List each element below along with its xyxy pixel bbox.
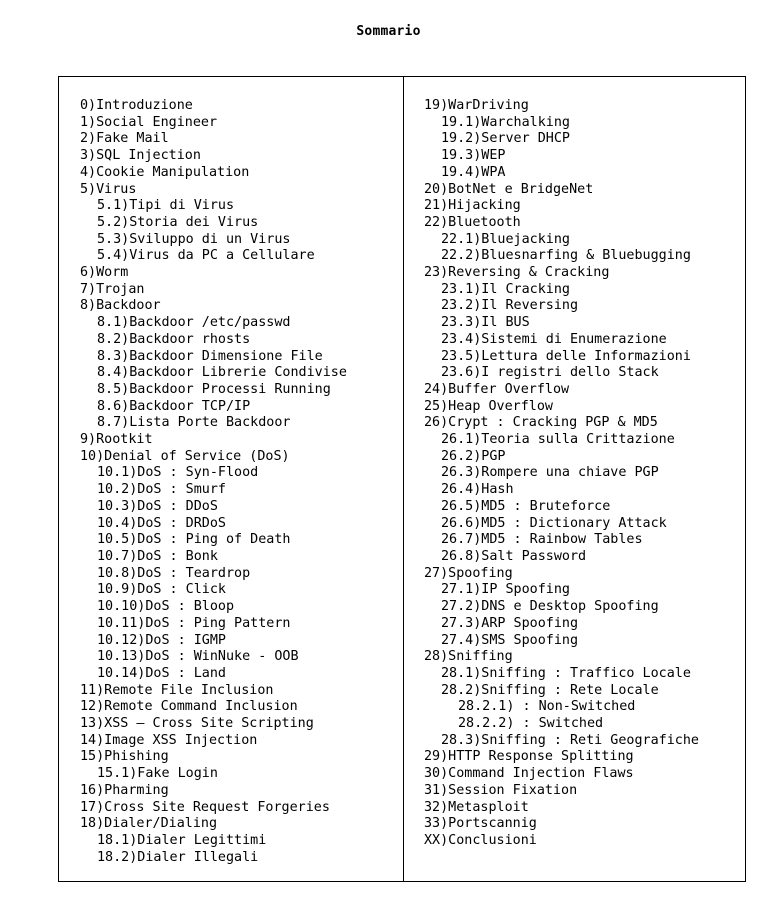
toc-entry: 23)Reversing & Cracking	[424, 265, 610, 281]
toc-entry: 10.7)DoS : Bonk	[97, 548, 218, 564]
toc-entry: 31)Session Fixation	[424, 782, 578, 798]
toc-entry: 10.9)DoS : Click	[97, 582, 226, 598]
toc-entry: 19)WarDriving	[424, 98, 529, 113]
toc-entry: 5.2)Storia dei Virus	[97, 214, 259, 230]
toc-entry: 26)Crypt : Cracking PGP & MD5	[424, 415, 658, 431]
toc-entry: 17)Cross Site Request Forgeries	[80, 799, 330, 815]
toc-entry: 25)Heap Overflow	[424, 398, 553, 414]
toc-entry: 0)Introduzione	[80, 98, 193, 113]
toc-entry: 27.1)IP Spoofing	[441, 582, 570, 598]
toc-entry: 10.1)DoS : Syn-Flood	[97, 465, 259, 481]
toc-entry: 1)Social Engineer	[80, 114, 218, 130]
toc-entry: 10.4)DoS : DRDoS	[97, 515, 226, 531]
toc-entry: 23.5)Lettura delle Informazioni	[441, 348, 691, 364]
toc-entry: 28)Sniffing	[424, 649, 513, 665]
toc-entry: 23.6)I registri dello Stack	[441, 365, 659, 381]
toc-entry: 26.2)PGP	[441, 448, 506, 464]
toc-entry: 2)Fake Mail	[80, 131, 169, 147]
toc-entry: 26.3)Rompere una chiave PGP	[441, 465, 659, 481]
toc-entry: 8.2)Backdoor rhosts	[97, 331, 251, 347]
toc-entry: 10.5)DoS : Ping of Death	[97, 532, 291, 548]
toc-entry: 8.4)Backdoor Librerie Condivise	[97, 365, 347, 381]
toc-entry: 23.4)Sistemi di Enumerazione	[441, 331, 667, 347]
toc-entry: 8.7)Lista Porte Backdoor	[97, 415, 291, 431]
toc-entry: 22.1)Bluejacking	[441, 231, 570, 247]
toc-entry: 3)SQL Injection	[80, 148, 201, 164]
toc-entry: 6)Worm	[80, 265, 129, 281]
toc-entry: 10)Denial of Service (DoS)	[80, 448, 290, 464]
toc-entry: 19.3)WEP	[441, 148, 506, 164]
toc-entry: 27.2)DNS e Desktop Spoofing	[441, 599, 659, 615]
toc-entry: 28.1)Sniffing : Traffico Locale	[441, 665, 691, 681]
toc-entry: 12)Remote Command Inclusion	[80, 699, 298, 715]
toc-entry: 10.13)DoS : WinNuke - OOB	[97, 649, 299, 665]
toc-entry: 13)XSS – Cross Site Scripting	[80, 716, 314, 732]
toc-entry: 26.1)Teoria sulla Crittazione	[441, 432, 675, 448]
toc-entry: 18)Dialer/Dialing	[80, 816, 218, 832]
toc-entry: 22)Bluetooth	[424, 214, 521, 230]
toc-entry: 19.2)Server DHCP	[441, 131, 570, 147]
page-title: Sommario	[356, 24, 421, 39]
table-of-contents	[58, 76, 746, 882]
toc-entry: 14)Image XSS Injection	[80, 732, 258, 748]
toc-entry: 21)Hijacking	[424, 198, 521, 214]
toc-entry: 27.3)ARP Spoofing	[441, 615, 579, 631]
toc-entry: 24)Buffer Overflow	[424, 381, 570, 397]
toc-entry: 8)Backdoor	[80, 298, 161, 314]
toc-left-column	[80, 98, 347, 866]
toc-entry: 20)BotNet e BridgeNet	[424, 181, 594, 197]
toc-entry: 30)Command Injection Flaws	[424, 766, 634, 782]
toc-entry: 8.3)Backdoor Dimensione File	[97, 348, 323, 364]
toc-entry: 22.2)Bluesnarfing & Bluebugging	[441, 248, 691, 264]
toc-entry: 26.6)MD5 : Dictionary Attack	[441, 515, 667, 531]
toc-entry: 8.6)Backdoor TCP/IP	[97, 398, 251, 414]
toc-entry: 10.12)DoS : IGMP	[97, 632, 226, 648]
toc-entry: 19.4)WPA	[441, 164, 506, 180]
toc-entry: 28.2.2) : Switched	[458, 716, 604, 732]
toc-entry: 15)Phishing	[80, 749, 169, 765]
toc-entry: XX)Conclusioni	[424, 832, 537, 848]
toc-entry: 10.3)DoS : DDoS	[97, 498, 218, 514]
toc-entry: 5.1)Tipi di Virus	[97, 198, 235, 214]
toc-entry: 23.3)Il BUS	[441, 315, 530, 331]
column-divider	[403, 77, 404, 881]
toc-entry: 26.4)Hash	[441, 482, 514, 498]
toc-entry: 26.7)MD5 : Rainbow Tables	[441, 532, 643, 548]
toc-entry: 10.2)DoS : Smurf	[97, 482, 226, 498]
toc-entry: 28.3)Sniffing : Reti Geografiche	[441, 732, 699, 748]
toc-entry: 16)Pharming	[80, 782, 169, 798]
toc-entry: 8.5)Backdoor Processi Running	[97, 381, 331, 397]
toc-entry: 10.11)DoS : Ping Pattern	[97, 615, 291, 631]
toc-entry: 27.4)SMS Spoofing	[441, 632, 579, 648]
toc-entry: 19.1)Warchalking	[441, 114, 570, 130]
toc-entry: 5.4)Virus da PC a Cellulare	[97, 248, 315, 264]
toc-entry: 5)Virus	[80, 181, 137, 197]
toc-entry: 11)Remote File Inclusion	[80, 682, 274, 698]
toc-entry: 28.2)Sniffing : Rete Locale	[441, 682, 659, 698]
toc-entry: 23.1)Il Cracking	[441, 281, 570, 297]
toc-entry: 27)Spoofing	[424, 565, 513, 581]
toc-entry: 18.1)Dialer Legittimi	[97, 832, 267, 848]
toc-entry: 15.1)Fake Login	[97, 766, 218, 782]
toc-entry: 29)HTTP Response Splitting	[424, 749, 634, 765]
toc-entry: 8.1)Backdoor /etc/passwd	[97, 315, 291, 331]
toc-entry: 5.3)Sviluppo di un Virus	[97, 231, 291, 247]
toc-entry: 28.2.1) : Non-Switched	[458, 699, 636, 715]
toc-entry: 23.2)Il Reversing	[441, 298, 579, 314]
toc-entry: 10.14)DoS : Land	[97, 665, 226, 681]
toc-entry: 7)Trojan	[80, 281, 145, 297]
toc-entry: 26.8)Salt Password	[441, 548, 587, 564]
toc-entry: 10.10)DoS : Bloop	[97, 599, 235, 615]
toc-entry: 26.5)MD5 : Bruteforce	[441, 498, 611, 514]
toc-entry: 33)Portscannig	[424, 816, 537, 832]
toc-entry: 32)Metasploit	[424, 799, 529, 815]
toc-entry: 10.8)DoS : Teardrop	[97, 565, 251, 581]
toc-entry: 4)Cookie Manipulation	[80, 164, 250, 180]
toc-entry: 9)Rootkit	[80, 432, 153, 448]
toc-entry: 18.2)Dialer Illegali	[97, 849, 259, 865]
toc-right-column	[424, 98, 699, 850]
